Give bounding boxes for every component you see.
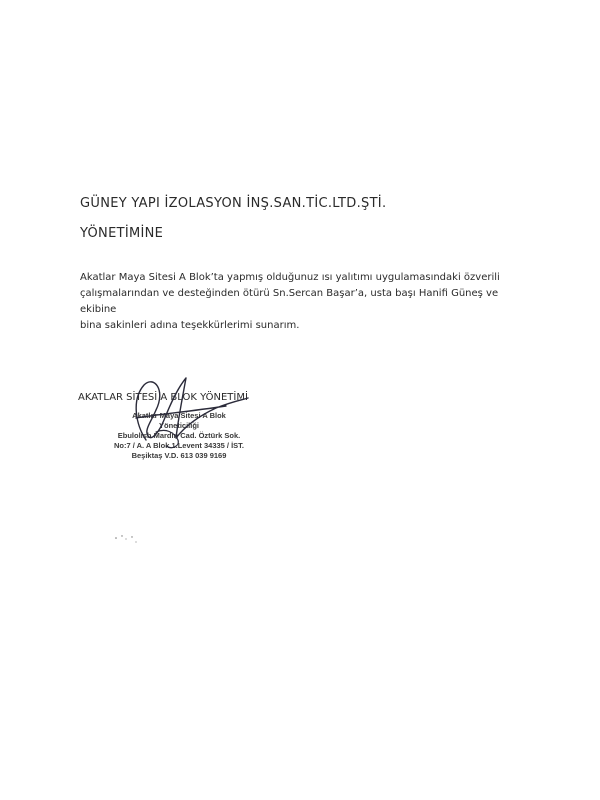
recipient-block (80, 189, 386, 249)
body-line-3: bina sakinleri adına teşekkürlerimi sunarım. (80, 320, 300, 331)
stamp-line-4: No:7 / A. A Blok 1.Levent 34335 / İST. (113, 441, 245, 450)
body-line-1: Akatlar Maya Sitesi A Blok’ta yapmış olduğunuz ısı yalıtımı uygulamasındaki özverili (80, 272, 500, 283)
stamp-line-3: Ebulolish Mardin Cad. Öztürk Sok. (117, 431, 241, 440)
signature-block (78, 384, 338, 474)
body-line-2: çalışmalarından ve desteğinden ötürü Sn.Sercan Başar’a, usta başı Hanifi Güneş ve ekibine (80, 288, 499, 315)
signature-heading: AKATLAR SİTESİ A BLOK YÖNETİMİ (78, 392, 248, 403)
stamp-line-2: Yöneticiliği (158, 421, 199, 430)
scan-specks (112, 530, 142, 550)
recipient-company: GÜNEY YAPI İZOLASYON İNŞ.SAN.TİC.LTD.ŞTİ. (80, 196, 387, 211)
letter-body (80, 270, 520, 334)
stamp-line-5: Beşiktaş V.D. 613 039 9169 (131, 451, 227, 460)
handwritten-signature (116, 370, 256, 455)
recipient-attention: YÖNETİMİNE (80, 226, 164, 241)
stamp-line-1: Akatlar Maya Sitesi A Blok (132, 411, 226, 420)
